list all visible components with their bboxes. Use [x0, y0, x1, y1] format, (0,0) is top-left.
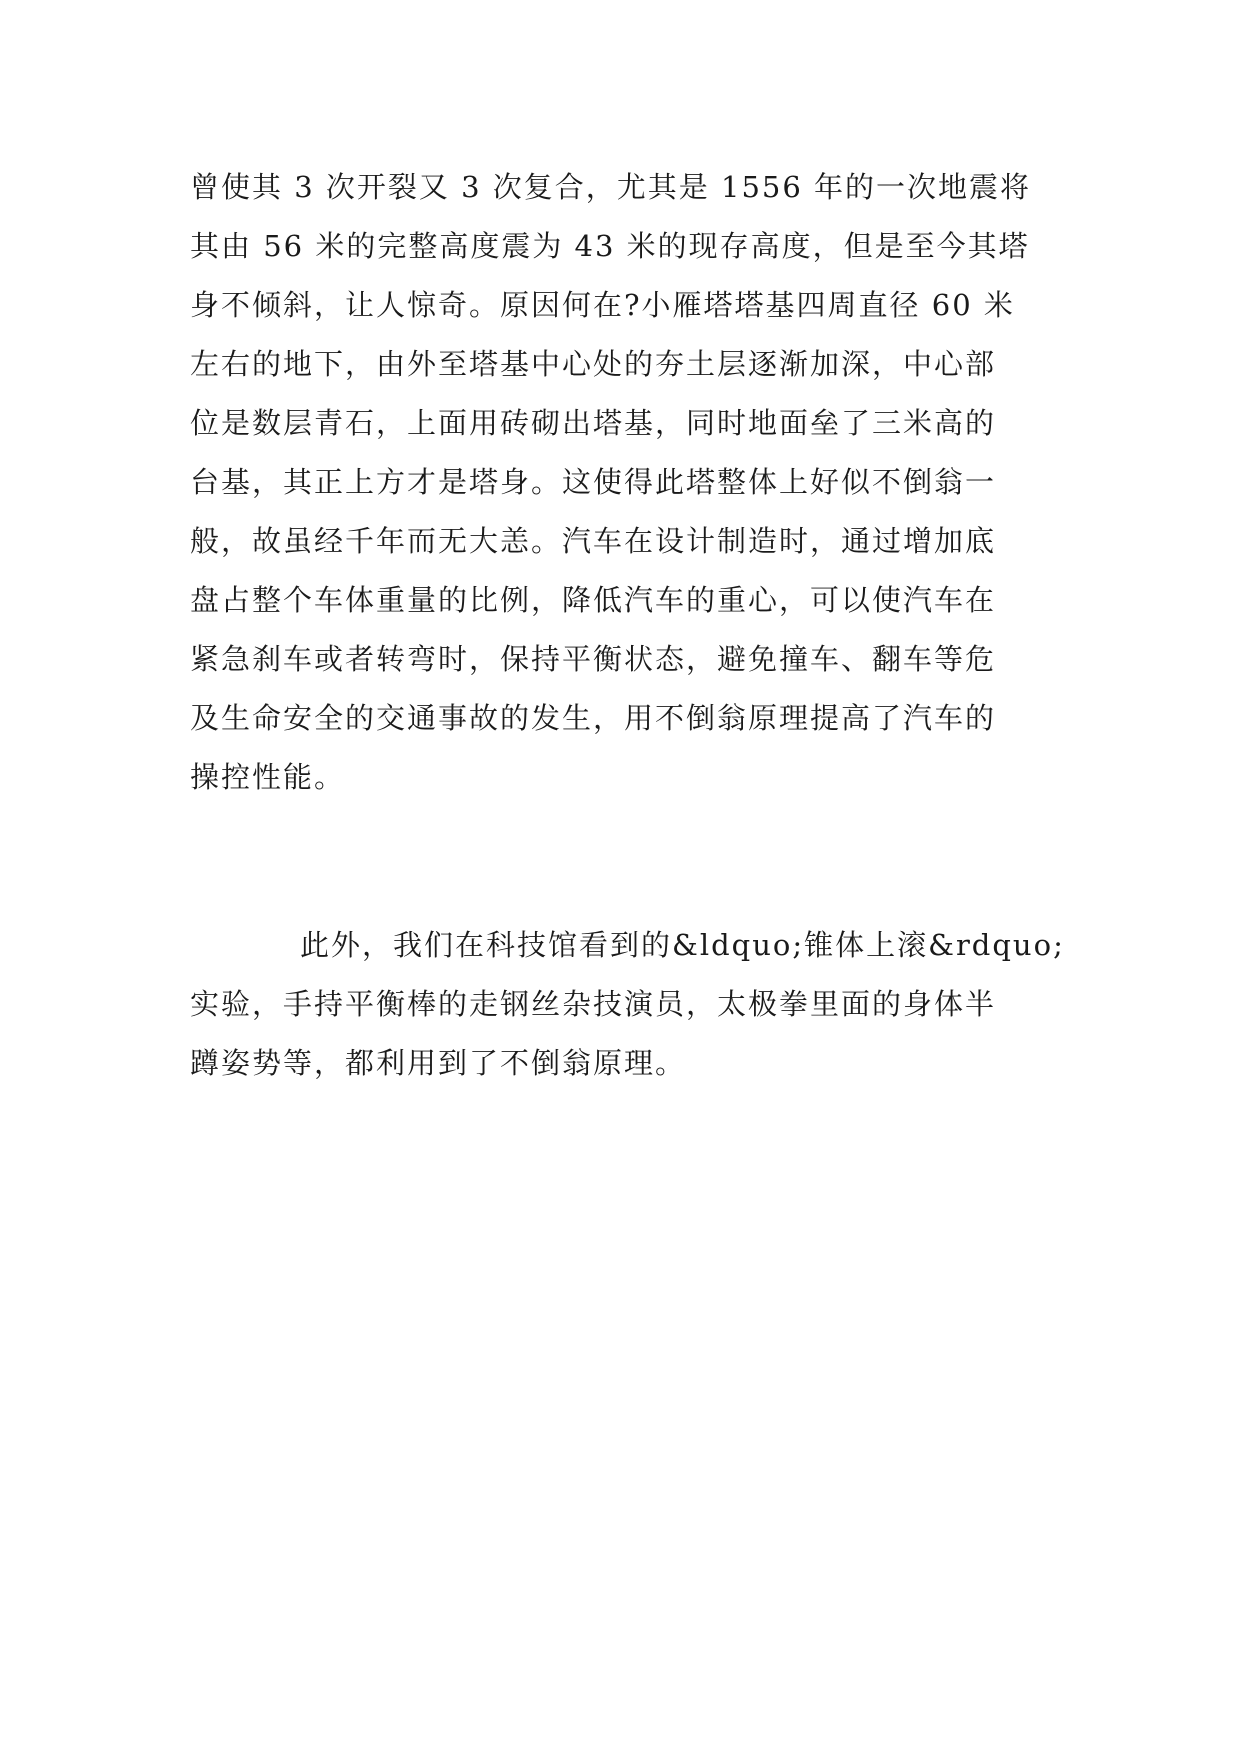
paragraph-line: 蹲姿势等，都利用到了不倒翁原理。 — [190, 1046, 687, 1080]
paragraph-line: 及生命安全的交通事故的发生，用不倒翁原理提高了汽车的 — [190, 701, 997, 735]
paragraph-line: 台基，其正上方才是塔身。这使得此塔整体上好似不倒翁一 — [190, 465, 997, 499]
paragraph-line: 其由 56 米的完整高度震为 43 米的现存高度，但是至今其塔 — [190, 229, 1030, 263]
paragraph-line: 紧急刹车或者转弯时，保持平衡状态，避免撞车、翻车等危 — [190, 642, 997, 676]
paragraph-line: 曾使其 3 次开裂又 3 次复合，尤其是 1556 年的一次地震将 — [190, 170, 1032, 204]
paragraph-line: 此外，我们在科技馆看到的&ldquo;锥体上滚&rdquo; — [300, 928, 1065, 962]
paragraph-line: 操控性能。 — [190, 760, 346, 794]
paragraph-line: 位是数层青石，上面用砖砌出塔基，同时地面垒了三米高的 — [190, 406, 997, 440]
paragraph-2 — [190, 916, 1070, 1093]
paragraph-1 — [190, 158, 1070, 807]
paragraph-line: 盘占整个车体重量的比例，降低汽车的重心，可以使汽车在 — [190, 583, 997, 617]
paragraph-line: 身不倾斜，让人惊奇。原因何在?小雁塔塔基四周直径 60 米 — [190, 288, 1015, 322]
paragraph-line: 左右的地下，由外至塔基中心处的夯土层逐渐加深，中心部 — [190, 347, 997, 381]
paragraph-line: 实验，手持平衡棒的走钢丝杂技演员，太极拳里面的身体半 — [190, 987, 997, 1021]
paragraph-line: 般，故虽经千年而无大恙。汽车在设计制造时，通过增加底 — [190, 524, 997, 558]
